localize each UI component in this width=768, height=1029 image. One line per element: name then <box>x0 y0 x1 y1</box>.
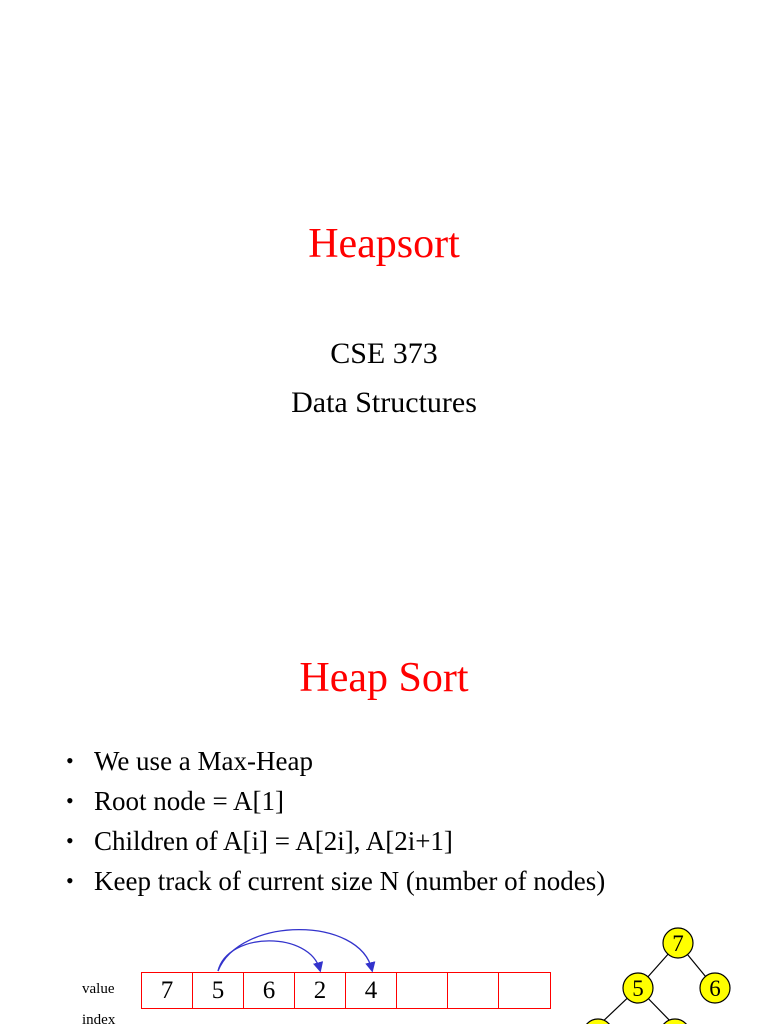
heap-diagram <box>0 576 768 1024</box>
slide-title-heading: Heapsort <box>308 221 460 267</box>
array-cell: 5 <box>193 973 244 1008</box>
bullet-item: • Root node = A[1] <box>62 781 605 821</box>
heap-node <box>583 1019 613 1024</box>
bullet-dot-icon: • <box>66 828 74 853</box>
child-arrow-left <box>218 941 320 971</box>
bullet-dot-icon: • <box>66 868 74 893</box>
course-code: CSE 373 <box>330 337 438 370</box>
heap-node-label: 6 <box>709 976 721 1001</box>
value-row-label: value <box>82 981 115 997</box>
array-cell: 4 <box>346 973 397 1008</box>
slide-heading: Heap Sort <box>299 655 469 701</box>
heap-node <box>660 1019 690 1024</box>
heap-node-label: 7 <box>672 931 684 956</box>
array-cell: 6 <box>244 973 295 1008</box>
bullet-item: • Children of A[i] = A[2i], A[2i+1] <box>62 821 605 861</box>
bullet-dot-icon: • <box>66 788 74 813</box>
index-row-label: index <box>82 1012 116 1028</box>
bullet-item: • We use a Max-Heap <box>62 741 605 781</box>
course-name: Data Structures <box>291 386 477 419</box>
array-cell: 7 <box>142 973 193 1008</box>
bullet-item: • Keep track of current size N (number of nodes) <box>62 861 605 901</box>
child-arrow-right <box>218 930 372 971</box>
bullet-dot-icon: • <box>66 748 74 773</box>
slide-heap-sort <box>0 576 768 1028</box>
array-cell: 2 <box>295 973 346 1008</box>
heap-node-label: 5 <box>632 976 644 1001</box>
